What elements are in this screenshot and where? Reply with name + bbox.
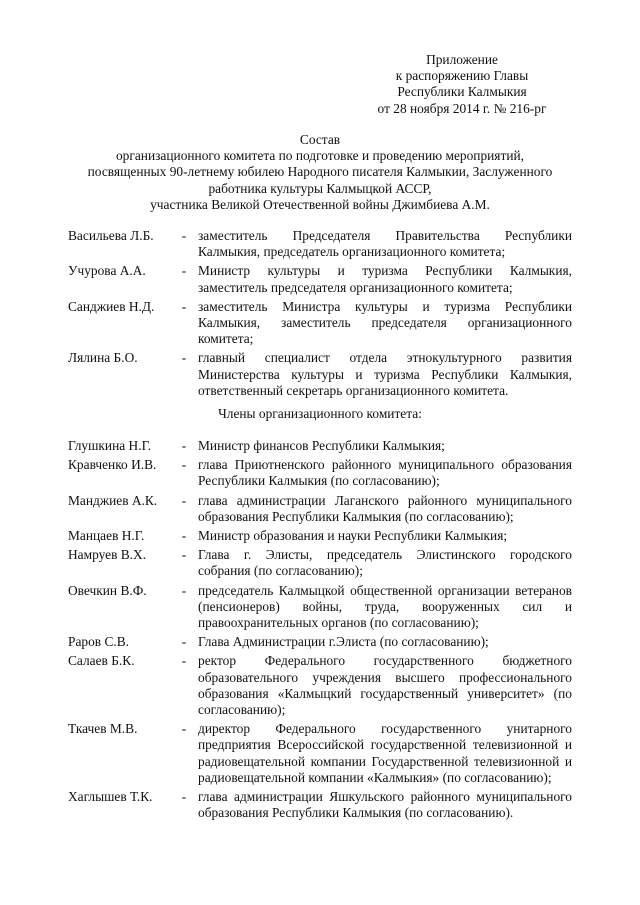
list-item xyxy=(68,263,572,295)
member-name: Салаев Б.К. xyxy=(68,653,135,669)
appendix-date-line: от 28 ноября 2014 г. № 216-рг xyxy=(377,100,547,116)
list-item xyxy=(68,350,572,399)
list-item xyxy=(68,721,572,786)
appendix-header xyxy=(362,52,562,117)
member-name: Лялина Б.О. xyxy=(68,350,138,366)
list-item xyxy=(68,528,572,544)
separator-dash: - xyxy=(181,789,187,805)
list-item xyxy=(68,228,572,260)
separator-dash: - xyxy=(181,653,187,669)
separator-dash: - xyxy=(181,298,187,314)
member-role: заместитель Министра культуры и туризма Республики Калмыкия, заместитель председателя организационного комитета; xyxy=(198,298,572,347)
member-role: председатель Калмыцкой общественной организации ветеранов (пенсионеров) войны, труда, вооруженных сил и правоохранительных органов (по согласованию); xyxy=(198,582,572,631)
list-item xyxy=(68,547,572,579)
member-name: Кравченко И.В. xyxy=(68,457,157,473)
separator-dash: - xyxy=(181,721,187,737)
separator-dash: - xyxy=(181,438,187,453)
separator-dash: - xyxy=(181,228,187,243)
title-line: Состав xyxy=(299,132,341,147)
member-name: Хаглышев Т.К. xyxy=(68,789,153,805)
list-item xyxy=(68,634,572,650)
member-name: Васильева Л.Б. xyxy=(68,228,154,243)
separator-dash: - xyxy=(181,547,187,563)
appendix-line: к распоряжению Главы xyxy=(395,68,529,84)
member-name: Овечкин В.Ф. xyxy=(68,582,147,598)
separator-dash: - xyxy=(181,582,187,598)
member-role: ректор Федерального государственного бюджетного образовательного учреждения высшего профессионального образования «Калмыцкий государственный университет» (по согласованию); xyxy=(198,653,572,718)
separator-dash: - xyxy=(181,457,187,473)
document-title xyxy=(60,132,580,213)
appendix-line: Приложение xyxy=(426,52,498,67)
member-name: Манджиев А.К. xyxy=(68,492,158,508)
member-role: глава администрации Яшкульского районного муниципального образования Республики Калмыкия (по согласованию). xyxy=(198,789,572,821)
member-role: Глава г. Элисты, председатель Элистинского городского собрания (по согласованию); xyxy=(198,547,572,579)
member-name: Учурова А.А. xyxy=(68,263,146,279)
list-item xyxy=(68,789,572,821)
title-line: посвященных 90-летнему юбилею Народного писателя Калмыкии, Заслуженного xyxy=(87,164,553,180)
members-heading: Члены организационного комитета: xyxy=(218,406,422,421)
member-role: глава Приютненского районного муниципального образования Республики Калмыкия (по согласованию); xyxy=(198,457,572,489)
title-line: организационного комитета по подготовке и проведению мероприятий, xyxy=(115,148,525,164)
leaders-list xyxy=(68,228,572,402)
title-line: работника культуры Калмыцкой АССР, xyxy=(208,180,432,196)
member-name: Ткачев М.В. xyxy=(68,721,138,737)
separator-dash: - xyxy=(181,263,187,279)
member-role: директор Федерального государственного унитарного предприятия Всероссийской государственной телевизионной и радиовещательной компании Государственной телевизионной и радиовещательной компании «Калмыкия» (по согласованию); xyxy=(198,721,572,785)
appendix-line: Республики Калмыкия xyxy=(397,84,527,100)
member-name: Манцаев Н.Г. xyxy=(68,528,145,544)
member-role: Министр культуры и туризма Республики Калмыкия, заместитель председателя организационного комитета; xyxy=(198,263,572,295)
member-role: Министр финансов Республики Калмыкия; xyxy=(198,438,445,453)
separator-dash: - xyxy=(181,492,187,508)
members-list xyxy=(68,438,572,824)
list-item xyxy=(68,457,572,489)
separator-dash: - xyxy=(181,634,187,650)
member-role: Министр образования и науки Республики Калмыкия; xyxy=(198,528,508,544)
member-name: Раров С.В. xyxy=(68,634,130,650)
list-item xyxy=(68,583,572,632)
separator-dash: - xyxy=(181,528,187,544)
list-item xyxy=(68,653,572,718)
member-role: главный специалист отдела этнокультурного развития Министерства культуры и туризма Республики Калмыкия, ответственный секретарь организационного комитета. xyxy=(198,350,572,398)
list-item xyxy=(68,438,572,454)
member-role: заместитель Председателя Правительства Республики Калмыкия, председатель организационного комитета; xyxy=(198,228,572,260)
member-role: глава администрации Лаганского районного муниципального образования Республики Калмыкия (по согласованию); xyxy=(198,492,572,524)
member-name: Намруев В.Х. xyxy=(68,547,147,563)
list-item xyxy=(68,299,572,348)
separator-dash: - xyxy=(181,350,187,366)
member-name: Глушкина Н.Г. xyxy=(68,438,152,453)
list-item xyxy=(68,493,572,525)
title-line: участника Великой Отечественной войны Джимбиева А.М. xyxy=(150,196,490,212)
member-name: Санджиев Н.Д. xyxy=(68,298,155,314)
member-role: Глава Администрации г.Элиста (по согласованию); xyxy=(198,634,489,650)
